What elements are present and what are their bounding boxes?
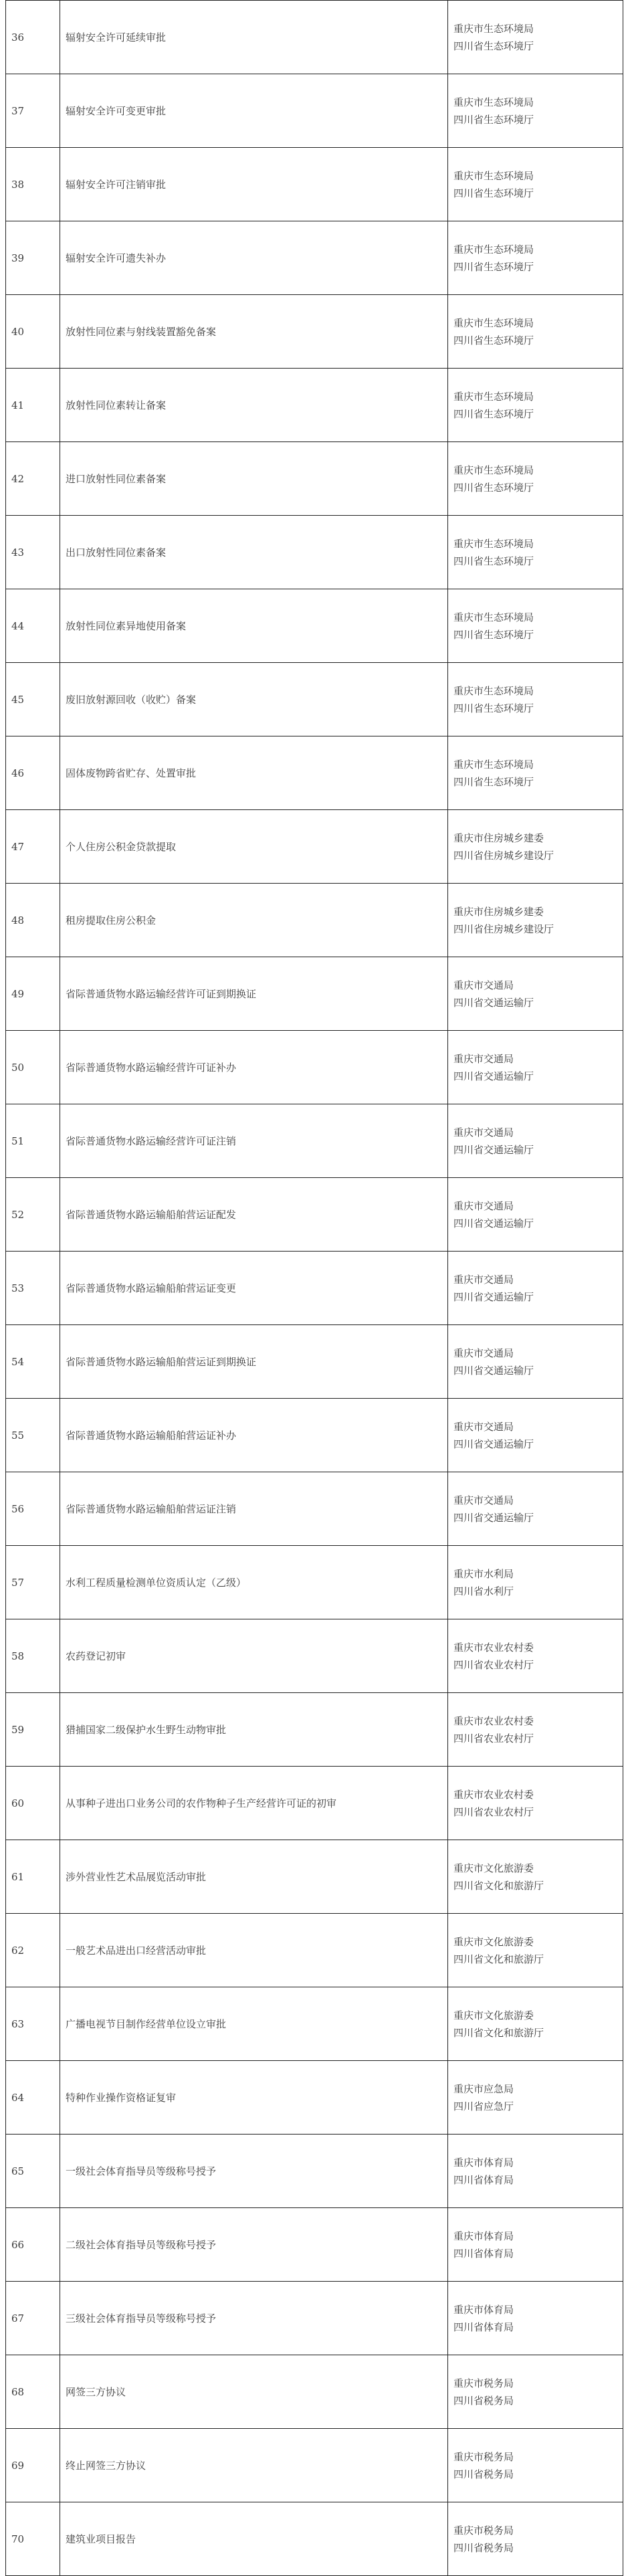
department-cell <box>448 1914 623 1987</box>
table-row <box>6 810 623 884</box>
row-number-cell: 60 <box>6 1767 60 1840</box>
row-number-cell: 43 <box>6 516 60 589</box>
matter-name-cell: 一级社会体育指导员等级称号授予 <box>60 2135 448 2208</box>
table-row <box>6 2061 623 2135</box>
chongqing-department: 重庆市水利局 <box>453 1567 514 1580</box>
sichuan-department: 四川省生态环境厅 <box>453 628 534 641</box>
department-cell <box>448 295 623 369</box>
chongqing-department: 重庆市交通局 <box>453 1420 514 1433</box>
row-number-cell: 57 <box>6 1546 60 1619</box>
chongqing-department: 重庆市生态环境局 <box>453 169 534 182</box>
table-row <box>6 1178 623 1252</box>
matter-name-cell: 放射性同位素与射线装置豁免备案 <box>60 295 448 369</box>
sichuan-department: 四川省生态环境厅 <box>453 260 534 273</box>
matter-name-cell: 省际普通货物水路运输船舶营运证到期换证 <box>60 1325 448 1399</box>
row-number-cell: 41 <box>6 369 60 442</box>
row-number-cell: 47 <box>6 810 60 884</box>
sichuan-department: 四川省体育局 <box>453 2247 514 2260</box>
matter-name-cell: 省际普通货物水路运输经营许可证到期换证 <box>60 957 448 1031</box>
department-cell <box>448 1104 623 1178</box>
matter-name-cell: 猎捕国家二级保护水生野生动物审批 <box>60 1693 448 1767</box>
table-row <box>6 2502 623 2576</box>
matter-name-cell: 农药登记初审 <box>60 1619 448 1693</box>
sichuan-department: 四川省生态环境厅 <box>453 555 534 567</box>
sichuan-department: 四川省生态环境厅 <box>453 113 534 126</box>
table-row <box>6 2282 623 2355</box>
chongqing-department: 重庆市生态环境局 <box>453 243 534 256</box>
table-row <box>6 1619 623 1693</box>
chongqing-department: 重庆市交通局 <box>453 1126 514 1138</box>
chongqing-department: 重庆市交通局 <box>453 1494 514 1506</box>
row-number-cell: 68 <box>6 2355 60 2429</box>
department-cell <box>448 2429 623 2502</box>
sichuan-department: 四川省交通运输厅 <box>453 1290 534 1303</box>
department-cell <box>448 2135 623 2208</box>
department-cell <box>448 2208 623 2282</box>
chongqing-department: 重庆市税务局 <box>453 2377 514 2389</box>
department-cell <box>448 2282 623 2355</box>
chongqing-department: 重庆市住房城乡建委 <box>453 831 544 844</box>
sichuan-department: 四川省应急厅 <box>453 2100 514 2112</box>
matter-name-cell: 辐射安全许可变更审批 <box>60 74 448 148</box>
department-cell <box>448 1619 623 1693</box>
department-cell <box>448 1987 623 2061</box>
chongqing-department: 重庆市生态环境局 <box>453 684 534 697</box>
row-number-cell: 61 <box>6 1840 60 1914</box>
sichuan-department: 四川省农业农村厅 <box>453 1658 534 1671</box>
chongqing-department: 重庆市住房城乡建委 <box>453 905 544 918</box>
department-cell <box>448 1546 623 1619</box>
table-row <box>6 1031 623 1104</box>
table-row <box>6 884 623 957</box>
row-number-cell: 38 <box>6 148 60 221</box>
row-number-cell: 56 <box>6 1472 60 1546</box>
table-row <box>6 1840 623 1914</box>
sichuan-department: 四川省体育局 <box>453 2173 514 2186</box>
chongqing-department: 重庆市生态环境局 <box>453 96 534 108</box>
matter-name-cell: 一般艺术品进出口经营活动审批 <box>60 1914 448 1987</box>
chongqing-department: 重庆市农业农村委 <box>453 1788 534 1801</box>
matters-table <box>5 0 623 2576</box>
row-number-cell: 42 <box>6 442 60 516</box>
row-number-cell: 51 <box>6 1104 60 1178</box>
table-row <box>6 1914 623 1987</box>
department-cell <box>448 884 623 957</box>
matters-table-body <box>6 1 623 2576</box>
sichuan-department: 四川省税务局 <box>453 2541 514 2554</box>
matter-name-cell: 特种作业操作资格证复审 <box>60 2061 448 2135</box>
chongqing-department: 重庆市应急局 <box>453 2082 514 2095</box>
table-row <box>6 221 623 295</box>
sichuan-department: 四川省交通运输厅 <box>453 1217 534 1229</box>
table-row <box>6 2429 623 2502</box>
table-row <box>6 2208 623 2282</box>
table-row <box>6 369 623 442</box>
row-number-cell: 54 <box>6 1325 60 1399</box>
table-row <box>6 1325 623 1399</box>
chongqing-department: 重庆市生态环境局 <box>453 316 534 329</box>
table-row <box>6 2355 623 2429</box>
sichuan-department: 四川省文化和旅游厅 <box>453 1879 544 1892</box>
department-cell <box>448 221 623 295</box>
matter-name-cell: 出口放射性同位素备案 <box>60 516 448 589</box>
chongqing-department: 重庆市交通局 <box>453 1199 514 1212</box>
table-row <box>6 1767 623 1840</box>
table-row <box>6 663 623 736</box>
row-number-cell: 59 <box>6 1693 60 1767</box>
sichuan-department: 四川省文化和旅游厅 <box>453 1953 544 1965</box>
row-number-cell: 63 <box>6 1987 60 2061</box>
chongqing-department: 重庆市税务局 <box>453 2450 514 2463</box>
row-number-cell: 46 <box>6 736 60 810</box>
sichuan-department: 四川省住房城乡建设厅 <box>453 922 554 935</box>
sichuan-department: 四川省交通运输厅 <box>453 1511 534 1524</box>
matter-name-cell: 省际普通货物水路运输经营许可证补办 <box>60 1031 448 1104</box>
table-row <box>6 1472 623 1546</box>
matter-name-cell: 省际普通货物水路运输经营许可证注销 <box>60 1104 448 1178</box>
chongqing-department: 重庆市生态环境局 <box>453 390 534 403</box>
matter-name-cell: 放射性同位素转让备案 <box>60 369 448 442</box>
department-cell <box>448 1031 623 1104</box>
table-row <box>6 295 623 369</box>
department-cell <box>448 1178 623 1252</box>
chongqing-department: 重庆市生态环境局 <box>453 758 534 771</box>
matter-name-cell: 水利工程质量检测单位资质认定（乙级） <box>60 1546 448 1619</box>
sichuan-department: 四川省体育局 <box>453 2320 514 2333</box>
table-row <box>6 1399 623 1472</box>
matter-name-cell: 租房提取住房公积金 <box>60 884 448 957</box>
chongqing-department: 重庆市体育局 <box>453 2230 514 2242</box>
matter-name-cell: 涉外营业性艺术品展览活动审批 <box>60 1840 448 1914</box>
chongqing-department: 重庆市生态环境局 <box>453 464 534 476</box>
row-number-cell: 45 <box>6 663 60 736</box>
matter-name-cell: 省际普通货物水路运输船舶营运证变更 <box>60 1252 448 1325</box>
row-number-cell: 52 <box>6 1178 60 1252</box>
department-cell <box>448 148 623 221</box>
row-number-cell: 36 <box>6 1 60 74</box>
chongqing-department: 重庆市体育局 <box>453 2303 514 2316</box>
sichuan-department: 四川省生态环境厅 <box>453 481 534 494</box>
matter-name-cell: 三级社会体育指导员等级称号授予 <box>60 2282 448 2355</box>
department-cell <box>448 74 623 148</box>
table-row <box>6 589 623 663</box>
chongqing-department: 重庆市交通局 <box>453 1052 514 1065</box>
matter-name-cell: 省际普通货物水路运输船舶营运证注销 <box>60 1472 448 1546</box>
matter-name-cell: 个人住房公积金贷款提取 <box>60 810 448 884</box>
sichuan-department: 四川省生态环境厅 <box>453 187 534 199</box>
row-number-cell: 65 <box>6 2135 60 2208</box>
sichuan-department: 四川省农业农村厅 <box>453 1805 534 1818</box>
sichuan-department: 四川省生态环境厅 <box>453 407 534 420</box>
row-number-cell: 50 <box>6 1031 60 1104</box>
row-number-cell: 66 <box>6 2208 60 2282</box>
department-cell <box>448 663 623 736</box>
chongqing-department: 重庆市税务局 <box>453 2524 514 2537</box>
matter-name-cell: 建筑业项目报告 <box>60 2502 448 2576</box>
row-number-cell: 62 <box>6 1914 60 1987</box>
table-row <box>6 1546 623 1619</box>
sichuan-department: 四川省生态环境厅 <box>453 775 534 788</box>
row-number-cell: 40 <box>6 295 60 369</box>
chongqing-department: 重庆市交通局 <box>453 1273 514 1286</box>
department-cell <box>448 810 623 884</box>
matter-name-cell: 辐射安全许可遗失补办 <box>60 221 448 295</box>
sichuan-department: 四川省生态环境厅 <box>453 334 534 346</box>
chongqing-department: 重庆市农业农村委 <box>453 1714 534 1727</box>
matter-name-cell: 省际普通货物水路运输船舶营运证配发 <box>60 1178 448 1252</box>
department-cell <box>448 1 623 74</box>
sichuan-department: 四川省文化和旅游厅 <box>453 2026 544 2039</box>
department-cell <box>448 2061 623 2135</box>
row-number-cell: 37 <box>6 74 60 148</box>
row-number-cell: 58 <box>6 1619 60 1693</box>
matter-name-cell: 固体废物跨省贮存、处置审批 <box>60 736 448 810</box>
matter-name-cell: 进口放射性同位素备案 <box>60 442 448 516</box>
matter-name-cell: 广播电视节目制作经营单位设立审批 <box>60 1987 448 2061</box>
table-row <box>6 1 623 74</box>
department-cell <box>448 1840 623 1914</box>
chongqing-department: 重庆市体育局 <box>453 2156 514 2169</box>
department-cell <box>448 589 623 663</box>
department-cell <box>448 736 623 810</box>
matter-name-cell: 放射性同位素异地使用备案 <box>60 589 448 663</box>
table-row <box>6 442 623 516</box>
chongqing-department: 重庆市文化旅游委 <box>453 2009 534 2021</box>
table-row <box>6 74 623 148</box>
chongqing-department: 重庆市生态环境局 <box>453 22 534 35</box>
department-cell <box>448 1252 623 1325</box>
sichuan-department: 四川省税务局 <box>453 2468 514 2480</box>
table-row <box>6 957 623 1031</box>
sichuan-department: 四川省交通运输厅 <box>453 1143 534 1156</box>
sichuan-department: 四川省交通运输厅 <box>453 1364 534 1377</box>
sichuan-department: 四川省交通运输厅 <box>453 1438 534 1450</box>
row-number-cell: 49 <box>6 957 60 1031</box>
department-cell <box>448 369 623 442</box>
matter-name-cell: 省际普通货物水路运输船舶营运证补办 <box>60 1399 448 1472</box>
chongqing-department: 重庆市生态环境局 <box>453 537 534 550</box>
department-cell <box>448 1767 623 1840</box>
chongqing-department: 重庆市文化旅游委 <box>453 1935 534 1948</box>
row-number-cell: 64 <box>6 2061 60 2135</box>
table-row <box>6 736 623 810</box>
row-number-cell: 55 <box>6 1399 60 1472</box>
matter-name-cell: 二级社会体育指导员等级称号授予 <box>60 2208 448 2282</box>
sichuan-department: 四川省交通运输厅 <box>453 996 534 1009</box>
row-number-cell: 48 <box>6 884 60 957</box>
sichuan-department: 四川省交通运输厅 <box>453 1070 534 1082</box>
chongqing-department: 重庆市文化旅游委 <box>453 1862 534 1874</box>
row-number-cell: 44 <box>6 589 60 663</box>
matter-name-cell: 辐射安全许可延续审批 <box>60 1 448 74</box>
matter-name-cell: 网签三方协议 <box>60 2355 448 2429</box>
row-number-cell: 53 <box>6 1252 60 1325</box>
department-cell <box>448 1399 623 1472</box>
department-cell <box>448 2355 623 2429</box>
row-number-cell: 39 <box>6 221 60 295</box>
table-row <box>6 1987 623 2061</box>
sichuan-department: 四川省住房城乡建设厅 <box>453 849 554 862</box>
matter-name-cell: 终止网签三方协议 <box>60 2429 448 2502</box>
department-cell <box>448 1472 623 1546</box>
table-row <box>6 2135 623 2208</box>
table-row <box>6 516 623 589</box>
matter-name-cell: 从事种子进出口业务公司的农作物种子生产经营许可证的初审 <box>60 1767 448 1840</box>
table-row <box>6 1693 623 1767</box>
sichuan-department: 四川省水利厅 <box>453 1585 514 1597</box>
sichuan-department: 四川省农业农村厅 <box>453 1732 534 1745</box>
department-cell <box>448 1325 623 1399</box>
matter-name-cell: 辐射安全许可注销审批 <box>60 148 448 221</box>
department-cell <box>448 957 623 1031</box>
sichuan-department: 四川省生态环境厅 <box>453 39 534 52</box>
chongqing-department: 重庆市交通局 <box>453 1347 514 1359</box>
row-number-cell: 70 <box>6 2502 60 2576</box>
sichuan-department: 四川省生态环境厅 <box>453 702 534 714</box>
row-number-cell: 69 <box>6 2429 60 2502</box>
matter-name-cell: 废旧放射源回收（收贮）备案 <box>60 663 448 736</box>
chongqing-department: 重庆市农业农村委 <box>453 1641 534 1654</box>
chongqing-department: 重庆市交通局 <box>453 979 514 991</box>
table-row <box>6 148 623 221</box>
chongqing-department: 重庆市生态环境局 <box>453 611 534 623</box>
department-cell <box>448 1693 623 1767</box>
department-cell <box>448 516 623 589</box>
table-row <box>6 1104 623 1178</box>
table-row <box>6 1252 623 1325</box>
sichuan-department: 四川省税务局 <box>453 2394 514 2407</box>
row-number-cell: 67 <box>6 2282 60 2355</box>
department-cell <box>448 442 623 516</box>
department-cell <box>448 2502 623 2576</box>
